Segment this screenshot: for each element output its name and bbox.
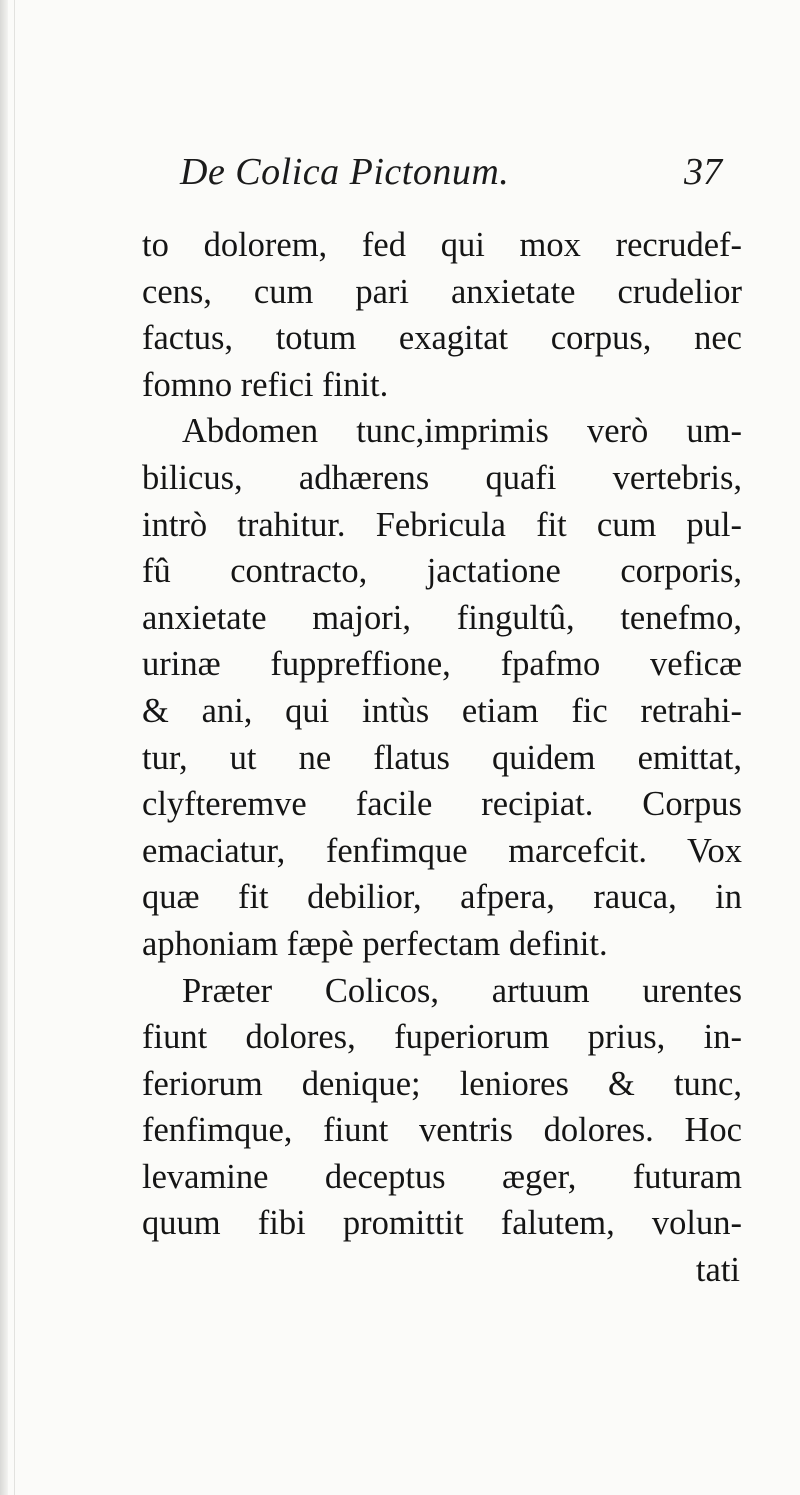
- text-line: clyfteremve facile recipiat. Corpus: [142, 785, 742, 824]
- text-line: aphoniam fæpè perfectam definit.: [142, 924, 608, 963]
- text-line: cens, cum pari anxietate crudelior: [142, 272, 742, 311]
- text-line: & ani, qui intùs etiam fic retrahi-: [142, 691, 742, 730]
- text-line: intrò trahitur. Febricula fit cum pul-: [142, 505, 742, 544]
- text-line: Præter Colicos, artuum urentes: [182, 971, 742, 1010]
- text-line: quæ fit debilior, afpera, rauca, in: [142, 878, 742, 917]
- text-line: bilicus, adhærens quafi vertebris,: [142, 458, 742, 497]
- text-line: to dolorem, fed qui mox recrudef-: [142, 226, 742, 264]
- page-number: 37: [684, 151, 722, 193]
- running-head: [180, 150, 740, 210]
- text-line: feriorum denique; leniores & tunc,: [142, 1064, 742, 1103]
- text-line: quum fibi promittit falutem, volun-: [142, 1204, 742, 1243]
- text-line: emaciatur, fenfimque marcefcit. Vox: [142, 831, 742, 870]
- text-line: fiunt dolores, fuperiorum prius, in-: [142, 1018, 742, 1057]
- text-line: Abdomen tunc,imprimis verò um-: [182, 412, 742, 451]
- text-line: fû contracto, jactatione corporis,: [142, 552, 742, 591]
- page-fold-line: [14, 0, 15, 1495]
- page-edge-shadow: [0, 0, 8, 1495]
- text-line: fomno refici finit.: [142, 365, 389, 404]
- text-line: levamine deceptus æger, futuram: [142, 1157, 742, 1196]
- text-line: factus, totum exagitat corpus, nec: [142, 319, 742, 358]
- running-title: De Colica Pictonum.: [180, 151, 510, 193]
- text-line: urinæ fuppreffione, fpafmo veficæ: [142, 645, 742, 684]
- catchword: tati: [695, 1251, 740, 1290]
- text-line: fenfimque, fiunt ventris dolores. Hoc: [142, 1111, 742, 1150]
- text-line: tur, ut ne flatus quidem emittat,: [142, 738, 742, 777]
- text-line: anxietate majori, fingultû, tenefmo,: [142, 598, 742, 637]
- body-text: [142, 222, 742, 1294]
